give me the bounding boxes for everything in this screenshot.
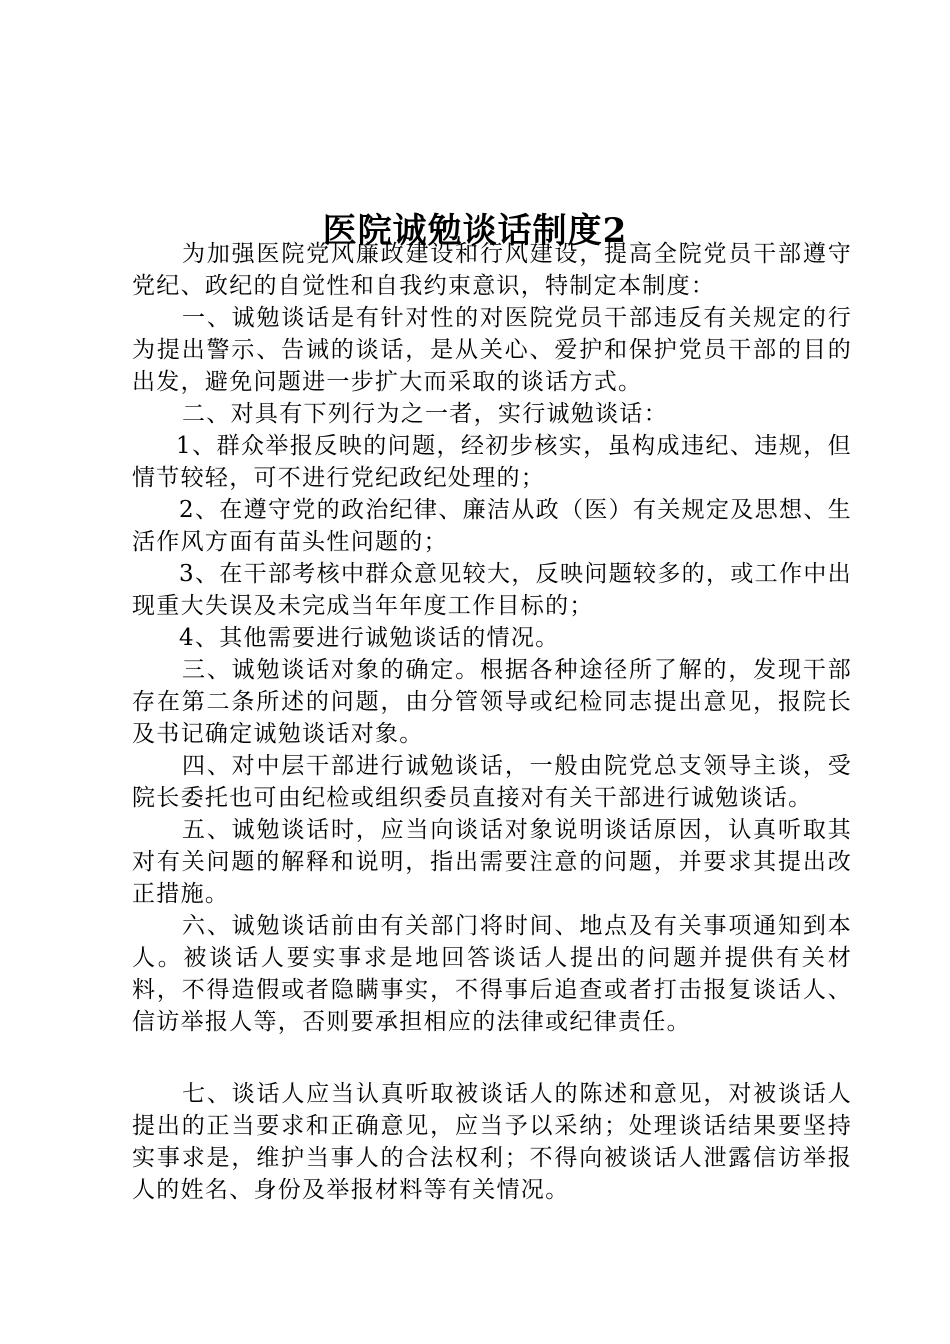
clause-2-item-4: 4、其他需要进行诚勉谈话的情况。 — [179, 625, 560, 651]
clause-4-paragraph: 四、对中层干部进行诚勉谈话，一般由院党总支领导主谈，受院长委托也可由纪检或组织委员直接对有关干部进行诚勉谈话。 — [132, 753, 852, 811]
clause-3-paragraph: 三、诚勉谈话对象的确定。根据各种途径所了解的，发现干部存在第二条所述的问题，由分管领导或纪检同志提出意见，报院长及书记确定诚勉谈话对象。 — [132, 657, 852, 747]
clause-5-paragraph: 五、诚勉谈话时，应当向谈话对象说明谈话原因，认真听取其对有关问题的解释和说明，指出需要注意的问题，并要求其提出改正措施。 — [132, 817, 852, 907]
document-title: 医院诚勉谈话制度2 — [322, 210, 628, 251]
clause-2-item-3: 3、在干部考核中群众意见较大，反映问题较多的，或工作中出现重大失误及未完成当年年度工作目标的； — [132, 561, 852, 619]
clause-7-paragraph: 七、谈话人应当认真听取被谈话人的陈述和意见，对被谈话人提出的正当要求和正确意见，应当予以采纳；处理谈话结果要坚持实事求是，维护当事人的合法权利；不得向被谈话人泄露信访举报人的姓名、身份及举报材料等有关情况。 — [132, 1081, 852, 1203]
clause-2-item-1: 1、群众举报反映的问题，经初步核实，虽构成违纪、违规，但情节较轻，可不进行党纪政纪处理的； — [132, 433, 852, 491]
clause-1-paragraph: 一、诚勉谈话是有针对性的对医院党员干部违反有关规定的行为提出警示、告诫的谈话，是从关心、爱护和保护党员干部的目的出发，避免问题进一步扩大而采取的谈话方式。 — [132, 305, 852, 395]
clause-2-paragraph: 二、对具有下列行为之一者，实行诚勉谈话： — [182, 401, 668, 427]
document-body — [132, 238, 852, 1206]
clause-6-paragraph: 六、诚勉谈话前由有关部门将时间、地点及有关事项通知到本人。被谈话人要实事求是地回答谈话人提出的问题并提供有关材料，不得造假或者隐瞒事实，不得事后追查或者打击报复谈话人、信访举报人等，否则要承担相应的法律或纪律责任。 — [132, 913, 852, 1035]
clause-2-item-2: 2、在遵守党的政治纪律、廉洁从政（医）有关规定及思想、生活作风方面有苗头性问题的； — [132, 497, 852, 555]
intro-paragraph: 为加强医院党风廉政建设和行风建设，提高全院党员干部遵守党纪、政纪的自觉性和自我约束意识，特制定本制度： — [132, 241, 852, 299]
